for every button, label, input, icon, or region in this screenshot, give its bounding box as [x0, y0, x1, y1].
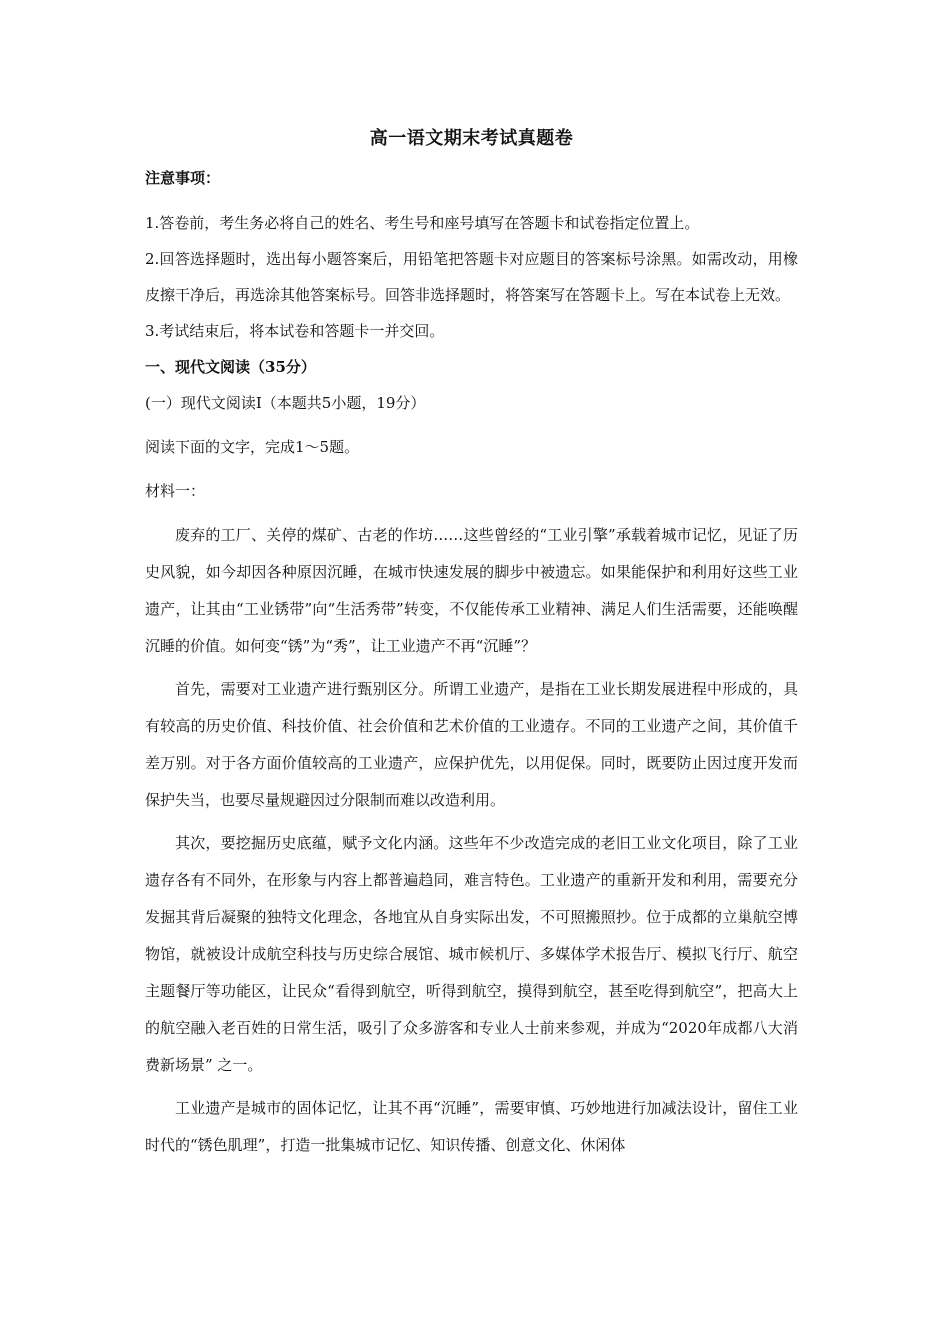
subsection-heading: (一）现代文阅读Ⅰ（本题共5小题，19分） — [145, 394, 426, 412]
body-paragraph-2: 首先，需要对工业遗产进行甄别区分。所谓工业遗产，是指在工业长期发展进程中形成的，具有较高的历史价值、科技价值、社会价值和艺术价值的工业遗存。不同的工业遗产之间，其价值千差万别。对于各方面价值较高的工业遗产，应保护优先，以用促保。同时，既要防止因过度开发而保护失当，也要尽量规避因过分限制而难以改造利用。 — [145, 680, 798, 809]
body-paragraph-1: 废弃的工厂、关停的煤矿、古老的作坊……这些曾经的“工业引擎”承载着城市记忆，见证了历史风貌，如今却因各种原因沉睡，在城市快速发展的脚步中被遗忘。如果能保护和利用好这些工业遗产，让其由“工业锈带”向“生活秀带”转变，不仅能传承工业精神、满足人们生活需要，还能唤醒沉睡的价值。如何变“锈”为“秀”，让工业遗产不再“沉睡”？ — [145, 526, 798, 655]
material-label: 材料一： — [145, 482, 206, 500]
section-heading: 一、现代文阅读（35分） — [145, 358, 316, 376]
reading-instruction: 阅读下面的文字，完成1～5题。 — [145, 438, 360, 456]
body-paragraph-4: 工业遗产是城市的固体记忆，让其不再“沉睡”，需要审慎、巧妙地进行加减法设计，留住工业时代的“锈色肌理”，打造一批集城市记忆、知识传播、创意文化、休闲体 — [145, 1099, 798, 1154]
notice-item-2: 2.回答选择题时，选出每小题答案后，用铅笔把答题卡对应题目的答案标号涂黑。如需改动，用橡皮擦干净后，再选涂其他答案标号。回答非选择题时，将答案写在答题卡上。写在本试卷上无效。 — [145, 250, 798, 304]
notice-heading: 注意事项： — [145, 169, 221, 187]
page-title: 高一语文期末考试真题卷 — [369, 128, 574, 149]
body-paragraph-3: 其次，要挖掘历史底蕴，赋予文化内涵。这些年不少改造完成的老旧工业文化项目，除了工业遗存各有不同外，在形象与内容上都普遍趋同，难言特色。工业遗产的重新开发和利用，需要充分发掘其背后凝聚的独特文化理念，各地宜从自身实际出发，不可照搬照抄。位于成都的立巢航空博物馆，就被设计成航空科技与历史综合展馆、城市候机厅、多媒体学术报告厅、模拟飞行厅、航空主题餐厅等功能区，让民众“看得到航空，听得到航空，摸得到航空，甚至吃得到航空”，把高大上的航空融入老百姓的日常生活，吸引了众多游客和专业人士前来参观，并成为“2020年成都八大消费新场景” 之一。 — [145, 834, 798, 1074]
notice-item-3: 3.考试结束后，将本试卷和答题卡一并交回。 — [145, 322, 445, 340]
notice-item-1: 1.答卷前，考生务必将自己的姓名、考生号和座号填写在答题卡和试卷指定位置上。 — [145, 214, 700, 232]
